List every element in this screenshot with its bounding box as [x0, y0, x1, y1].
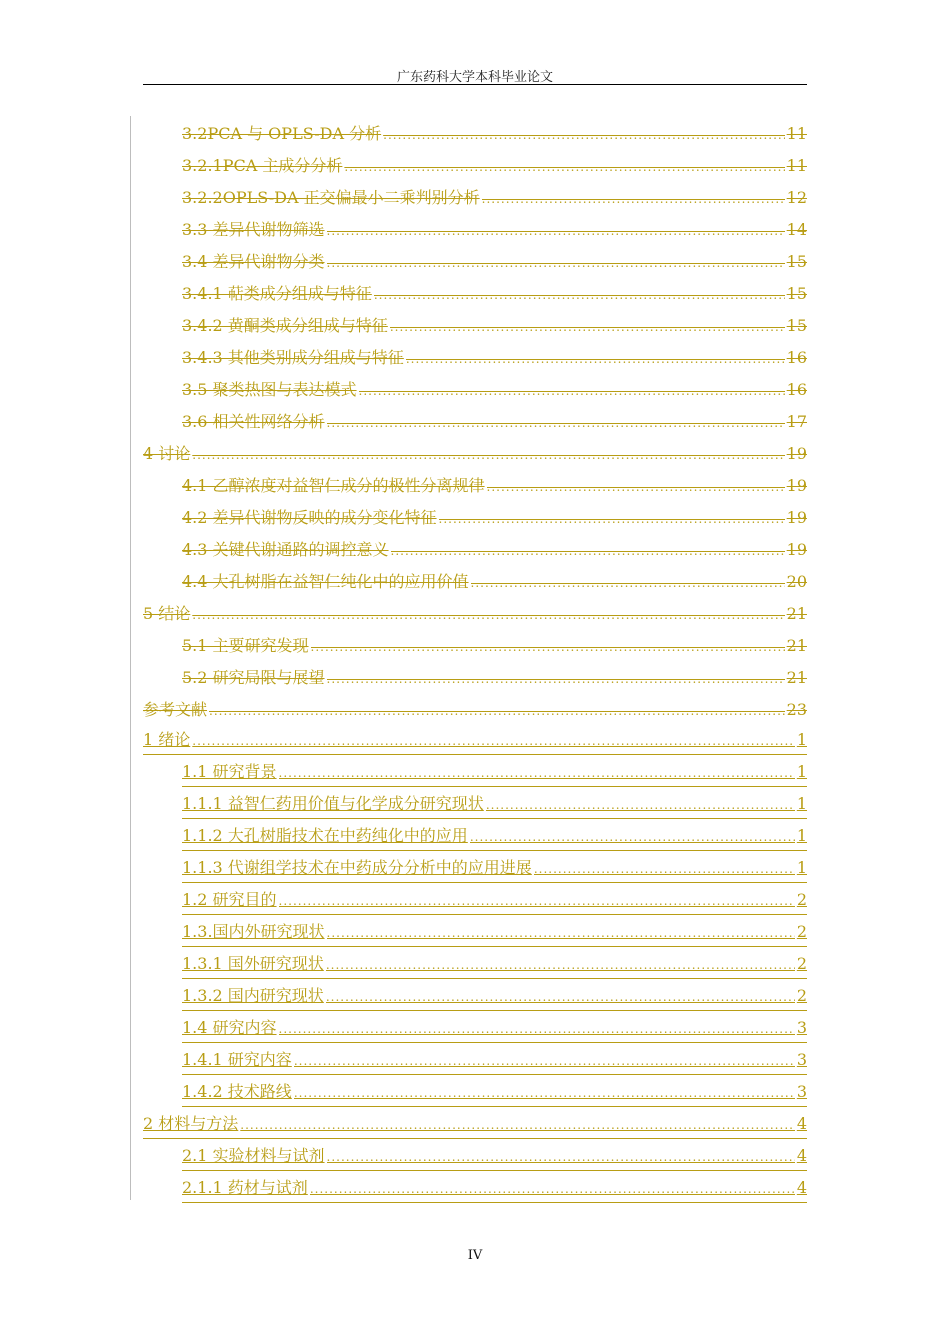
- toc-entry-title: 5 结论: [143, 604, 191, 623]
- toc-entry-title: 4.1 乙醇浓度对益智仁成分的极性分离规律: [182, 476, 485, 495]
- header-rule: [143, 84, 807, 85]
- toc-dot-leader: [406, 343, 785, 375]
- toc-entry-page-number: 21: [786, 604, 807, 623]
- toc-dot-leader: [192, 727, 795, 755]
- toc-entry-title: 5.1 主要研究发现: [182, 636, 309, 655]
- toc-entry-deleted: [182, 534, 807, 566]
- toc-entry-deleted: [182, 150, 807, 182]
- toc-entry-link[interactable]: [182, 822, 807, 851]
- toc-dot-leader: [310, 1175, 795, 1203]
- toc-dot-leader: [209, 695, 785, 727]
- toc-entry-title: 1.1.3 代谢组学技术在中药成分分析中的应用进展: [182, 858, 532, 877]
- toc-dot-leader: [487, 471, 785, 503]
- toc-dot-leader: [326, 983, 795, 1011]
- toc-entry-page-number: 15: [786, 252, 807, 271]
- toc-entry-link[interactable]: [182, 758, 807, 787]
- toc-entry-page-number: 3: [796, 1050, 807, 1069]
- toc-entry-link[interactable]: [182, 950, 807, 979]
- toc-entry-page-number: 15: [786, 284, 807, 303]
- toc-entry-title: 3.2.1PCA 主成分分析: [182, 156, 343, 175]
- toc-entry-title: 3.4 差异代谢物分类: [182, 252, 325, 271]
- toc-entry-page-number: 4: [796, 1146, 807, 1165]
- toc-entry-title: 3.4.3 其他类别成分组成与特征: [182, 348, 404, 367]
- running-header-title: 广东药科大学本科毕业论文: [396, 70, 553, 85]
- toc-entry-title: 1.2 研究目的: [182, 890, 277, 909]
- toc-entry-link[interactable]: [182, 918, 807, 947]
- toc-entry-deleted: [182, 278, 807, 310]
- toc-dot-leader: [534, 855, 795, 883]
- toc-entry-link[interactable]: [182, 1078, 807, 1107]
- toc-entry-deleted: [182, 118, 807, 150]
- toc-dot-leader: [471, 567, 785, 599]
- toc-dot-leader: [344, 151, 784, 183]
- toc-entry-title: 2.1.1 药材与试剂: [182, 1178, 308, 1197]
- toc-entry-title: 2 材料与方法: [143, 1114, 239, 1133]
- toc-entry-title: 1.4 研究内容: [182, 1018, 277, 1037]
- toc-dot-leader: [279, 887, 795, 915]
- toc-entry-title: 4.2 差异代谢物反映的成分变化特征: [182, 508, 437, 527]
- toc-entry-deleted: [143, 438, 807, 470]
- toc-entry-page-number: 21: [786, 636, 807, 655]
- toc-entry-title: 3.3 差异代谢物筛选: [182, 220, 325, 239]
- toc-entry-link[interactable]: [182, 1014, 807, 1043]
- toc-entry-link[interactable]: [182, 1142, 807, 1171]
- toc-dot-leader: [374, 279, 785, 311]
- toc-entry-link[interactable]: [182, 790, 807, 819]
- toc-entry-deleted: [143, 694, 807, 726]
- toc-dot-leader: [327, 215, 785, 247]
- toc-entry-deleted: [182, 214, 807, 246]
- toc-entry-title: 3.2.2OPLS-DA 正交偏最小二乘判别分析: [182, 188, 480, 207]
- toc-dot-leader: [327, 407, 785, 439]
- toc-entry-link[interactable]: [182, 854, 807, 883]
- toc-entry-link[interactable]: [182, 886, 807, 915]
- toc-entry-page-number: 2: [796, 922, 807, 941]
- toc-entry-title: 3.5 聚类热图与表达模式: [182, 380, 357, 399]
- toc-entry-deleted: [182, 566, 807, 598]
- toc-entry-page-number: 14: [786, 220, 807, 239]
- toc-entry-page-number: 11: [786, 124, 807, 143]
- toc-entry-page-number: 12: [786, 188, 807, 207]
- toc-dot-leader: [390, 311, 785, 343]
- toc-dot-leader: [326, 951, 795, 979]
- toc-dot-leader: [279, 759, 795, 787]
- toc-entry-title: 2.1 实验材料与试剂: [182, 1146, 325, 1165]
- toc-dot-leader: [482, 183, 785, 215]
- toc-entry-page-number: 1: [796, 858, 807, 877]
- toc-entry-title: 4.3 关键代谢通路的调控意义: [182, 540, 389, 559]
- toc-entry-page-number: 19: [786, 476, 807, 495]
- toc-entry-page-number: 1: [796, 730, 807, 749]
- toc-entry-page-number: 19: [786, 444, 807, 463]
- toc-entry-deleted: [182, 182, 807, 214]
- toc-entry-page-number: 3: [796, 1082, 807, 1101]
- toc-entry-deleted: [182, 310, 807, 342]
- toc-entry-title: 参考文献: [143, 700, 208, 719]
- toc-dot-leader: [279, 1015, 795, 1043]
- toc-entry-link[interactable]: [143, 726, 807, 755]
- toc-dot-leader: [327, 1143, 795, 1171]
- toc-dot-leader: [311, 631, 785, 663]
- toc-entry-deleted: [182, 662, 807, 694]
- toc-entry-title: 3.6 相关性网络分析: [182, 412, 325, 431]
- toc-entry-link[interactable]: [143, 1110, 807, 1139]
- toc-entry-page-number: 16: [786, 348, 807, 367]
- toc-entry-deleted: [182, 374, 807, 406]
- toc-entry-page-number: 4: [796, 1178, 807, 1197]
- toc-entry-title: 1.3.国内外研究现状: [182, 922, 325, 941]
- toc-entry-page-number: 2: [796, 890, 807, 909]
- toc-entry-title: 3.4.2 黄酮类成分组成与特征: [182, 316, 388, 335]
- toc-entry-title: 1.4.1 研究内容: [182, 1050, 292, 1069]
- toc-entry-link[interactable]: [182, 982, 807, 1011]
- toc-entry-deleted: [182, 342, 807, 374]
- toc-dot-leader: [439, 503, 785, 535]
- toc-entry-page-number: 1: [796, 826, 807, 845]
- toc-entry-page-number: 3: [796, 1018, 807, 1037]
- toc-entry-page-number: 4: [796, 1114, 807, 1133]
- toc-dot-leader: [383, 119, 785, 151]
- toc-entry-title: 4.4 大孔树脂在益智仁纯化中的应用价值: [182, 572, 469, 591]
- toc-entry-title: 1.1.2 大孔树脂技术在中药纯化中的应用: [182, 826, 468, 845]
- toc-entry-title: 1.1.1 益智仁药用价值与化学成分研究现状: [182, 794, 484, 813]
- toc-entry-deleted: [143, 598, 807, 630]
- toc-dot-leader: [327, 247, 785, 279]
- toc-entry-title: 3.2PCA 与 OPLS-DA 分析: [182, 124, 382, 143]
- toc-entry-deleted: [182, 470, 807, 502]
- toc-entry-title: 1.3.1 国外研究现状: [182, 954, 324, 973]
- toc-entry-page-number: 2: [796, 954, 807, 973]
- toc-entry-title: 1.4.2 技术路线: [182, 1082, 292, 1101]
- toc-entry-deleted: [182, 406, 807, 438]
- toc-entry-page-number: 20: [786, 572, 807, 591]
- toc-dot-leader: [486, 791, 795, 819]
- toc-dot-leader: [327, 919, 795, 947]
- toc-entry-page-number: 21: [786, 668, 807, 687]
- toc-entry-page-number: 1: [796, 794, 807, 813]
- toc-dot-leader: [192, 599, 784, 631]
- toc-entry-deleted: [182, 630, 807, 662]
- toc-entry-page-number: 17: [786, 412, 807, 431]
- toc-entry-deleted: [182, 502, 807, 534]
- toc-entry-title: 1.3.2 国内研究现状: [182, 986, 324, 1005]
- toc-dot-leader: [470, 823, 795, 851]
- toc-dot-leader: [294, 1079, 795, 1107]
- toc-dot-leader: [327, 663, 785, 695]
- toc-entry-page-number: 16: [786, 380, 807, 399]
- toc-entry-page-number: 1: [796, 762, 807, 781]
- toc-entry-link[interactable]: [182, 1174, 807, 1203]
- toc-entry-title: 5.2 研究局限与展望: [182, 668, 325, 687]
- toc-entry-deleted: [182, 246, 807, 278]
- toc-dot-leader: [294, 1047, 795, 1075]
- toc-dot-leader: [192, 439, 784, 471]
- toc-entry-link[interactable]: [182, 1046, 807, 1075]
- toc-entry-title: 3.4.1 萜类成分组成与特征: [182, 284, 372, 303]
- toc-entry-page-number: 19: [786, 540, 807, 559]
- toc-entry-page-number: 23: [786, 700, 807, 719]
- revision-margin-line: [130, 116, 131, 1200]
- toc-entry-page-number: 19: [786, 508, 807, 527]
- toc-dot-leader: [391, 535, 785, 567]
- toc-entry-page-number: 2: [796, 986, 807, 1005]
- toc-dot-leader: [240, 1111, 795, 1139]
- toc-entry-title: 1 绪论: [143, 730, 191, 749]
- toc-entry-title: 4 讨论: [143, 444, 191, 463]
- toc-entry-page-number: 15: [786, 316, 807, 335]
- toc-dot-leader: [359, 375, 785, 407]
- toc-entry-title: 1.1 研究背景: [182, 762, 277, 781]
- page-number: IV: [467, 1248, 483, 1263]
- toc-entry-page-number: 11: [786, 156, 807, 175]
